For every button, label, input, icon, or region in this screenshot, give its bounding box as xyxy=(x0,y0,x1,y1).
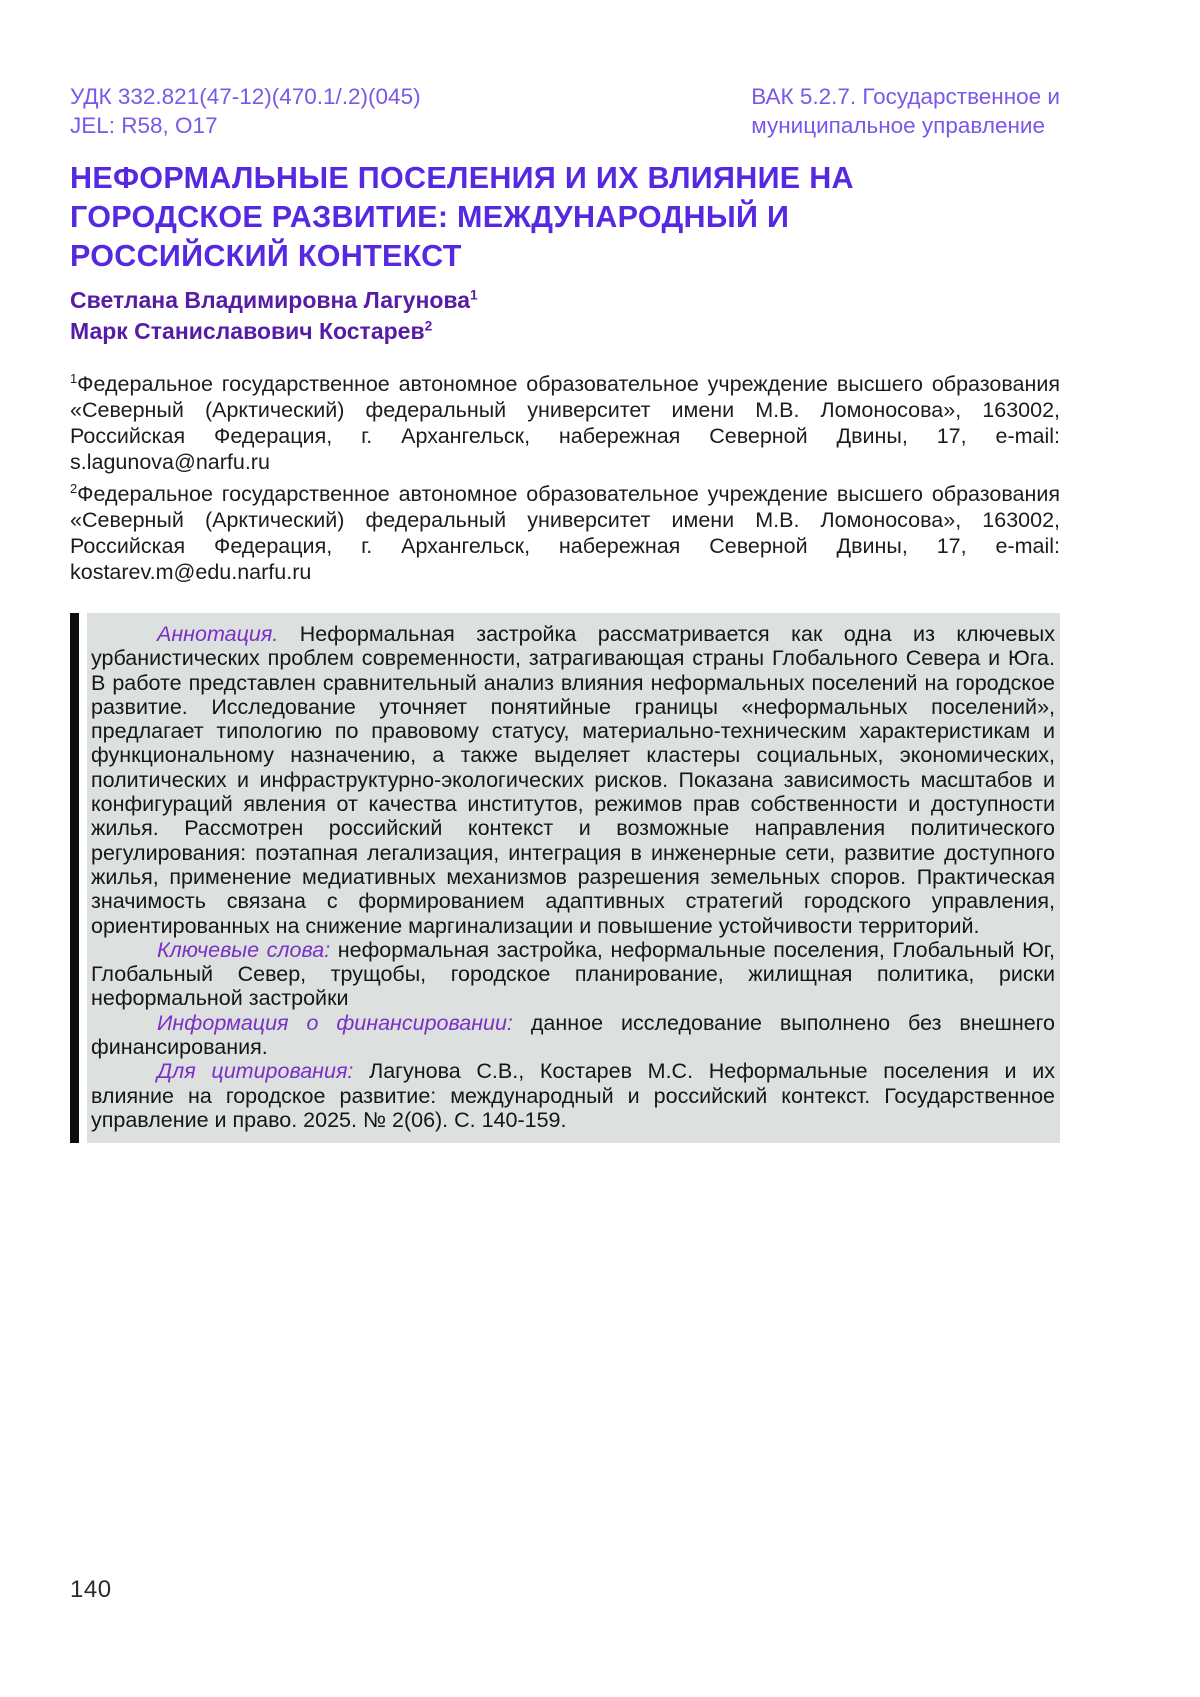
title-line-2: ГОРОДСКОЕ РАЗВИТИЕ: МЕЖДУНАРОДНЫЙ И xyxy=(70,200,790,234)
citation-paragraph xyxy=(91,1059,1055,1132)
article-header-codes xyxy=(70,82,1060,140)
abstract-paragraph xyxy=(91,622,1055,938)
affiliation-2-superscript: 2 xyxy=(70,480,78,496)
citation-label: Для цитирования: xyxy=(157,1059,354,1084)
title-line-1: НЕФОРМАЛЬНЫЕ ПОСЕЛЕНИЯ И ИХ ВЛИЯНИЕ НА xyxy=(70,161,854,195)
funding-label: Информация о финансировании: xyxy=(157,1010,513,1035)
abstract-box xyxy=(87,613,1060,1143)
abstract-text: Неформальная застройка рассматривается как одна из ключевых урбанистических проблем современности, затрагивающая страны Глобального Севера и Юга. В работе представлен сравнительный анализ влияния неформальных поселений на городское развитие. Исследование уточняет понятийные границы «неформальных поселений», предлагает типологию по правовому статусу, материально-техническим характеристикам и функциональному назначению, а также выделяет кластеры социальных, экономических, политических и инфраструктурно-экологических рисков. Показана зависимость масштабов и конфигураций явления от качества институтов, режимов прав собственности и доступности жилья. Рассмотрен российский контекст и возможные направления политического регулирования: поэтапная легализация, интеграция в инженерные сети, развитие доступного жилья, применение медиативных механизмов разрешения земельных споров. Практическая значимость связана с формированием адаптивных стратегий городского управления, ориентированных на снижение маргинализации и повышение устойчивости территорий. xyxy=(91,622,1055,938)
page-number: 140 xyxy=(70,1576,112,1603)
affiliation-2: $^2$Федеральное государственное автономное образовательное учреждение высшего образования «Северный (Арктический) федеральный университет имени М.В. Ломоносова», 163002, Российская Федерация, г. Архангельск, набережная Северной Двины, 17, e-mail: kostarev.m@edu.narfu.ru xyxy=(70,480,1060,584)
affiliation-1: $^1$Федеральное государственное автономное образовательное учреждение высшего образования «Северный (Арктический) федеральный университет имени М.В. Ломоносова», 163002, Российская Федерация, г. Архангельск, набережная Северной Двины, 17, e-mail: s.lagunova@narfu.ru xyxy=(70,370,1060,474)
jel-code: JEL: R58, O17 xyxy=(70,113,218,138)
keywords-paragraph xyxy=(91,938,1055,1011)
page-title xyxy=(70,159,1060,276)
affiliations-block xyxy=(70,371,1060,585)
citation-text: Лагунова С.В., Костарев М.С. Неформальные поселения и их влияние на городское развитие: международный и российский контекст. Государственное управление и право. 2025. № 2(06). С. 140-159. xyxy=(91,1059,1055,1132)
title-line-3: РОССИЙСКИЙ КОНТЕКСТ xyxy=(70,239,462,273)
udc-code: УДК 332.821(47-12)(470.1/.2)(045) xyxy=(70,84,421,109)
author-name-2: Марк Станиславович Костарев$^2$ xyxy=(70,318,433,344)
author-name-1: Светлана Владимировна Лагунова$^1$ xyxy=(70,287,478,313)
abstract-accent-bar xyxy=(70,613,79,1143)
affiliation-1-superscript: 1 xyxy=(70,370,78,386)
abstract-block xyxy=(70,613,1060,1143)
funding-text: данное исследование выполнено без внешнего финансирования. xyxy=(91,1010,1056,1060)
udc-jel-block xyxy=(70,82,421,140)
authors-block xyxy=(70,285,1060,347)
keywords-text: неформальная застройка, неформальные поселения, Глобальный Юг, Глобальный Север, трущобы, городское планирование, жилищная политика, риски неформальной застройки xyxy=(91,937,1055,1011)
author-2-superscript: 2 xyxy=(424,318,433,334)
vak-category-line1: ВАК 5.2.7. Государственное и xyxy=(751,84,1060,109)
article-content-column xyxy=(70,82,1060,1143)
abstract-label: Аннотация. xyxy=(157,622,279,646)
author-1-superscript: 1 xyxy=(470,287,478,303)
vak-category-line2: муниципальное управление xyxy=(751,113,1045,138)
keywords-label: Ключевые слова: xyxy=(157,937,331,962)
vak-category-block xyxy=(751,82,1060,140)
funding-paragraph xyxy=(91,1011,1055,1060)
